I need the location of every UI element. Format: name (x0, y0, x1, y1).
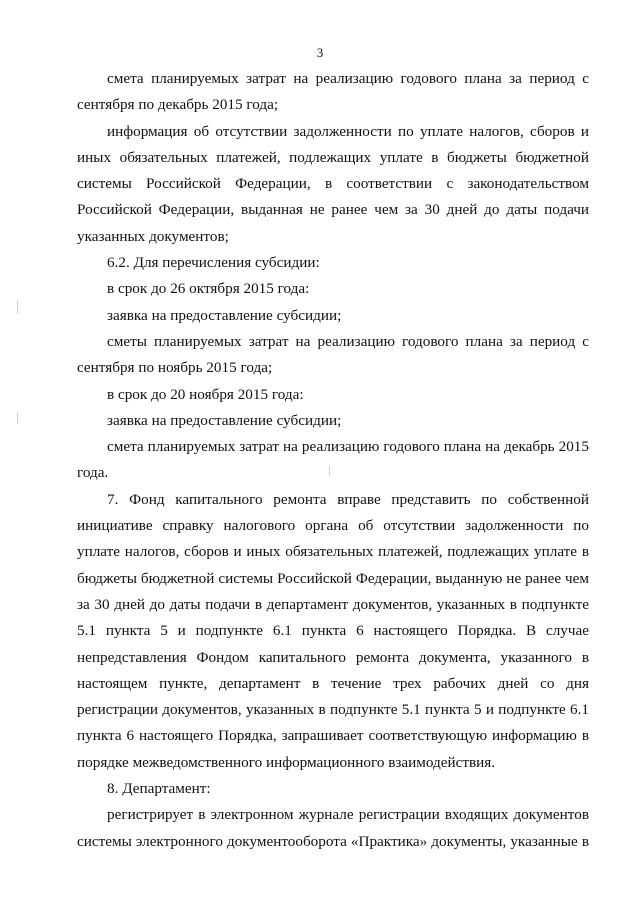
paragraph: смета планируемых затрат на реализацию годового плана за период с сентября по декабрь 2015 года; (77, 70, 589, 114)
paragraph: 6.2. Для перечисления субсидии: (107, 254, 320, 272)
document-body (77, 66, 589, 855)
page-number: 3 (316, 45, 324, 60)
scan-mark (17, 300, 18, 314)
paragraph: в срок до 26 октября 2015 года: (107, 280, 310, 298)
paragraph: 7. Фонд капитального ремонта вправе представить по собственной инициативе справку налогового органа об отсутствии задолженности по уплате налогов, сборов и иных обязательных платежей, подлежащих уплате в бюджеты бюджетной системы Российской Федерации, выданную не ранее чем за 30 дней до даты подачи в департамент документов, указанных в подпункте 5.1 пункта 5 и подпункте 6.1 пункта 6 настоящего Порядка. В случае непредставления Фондом капитального ремонта документа, указанного в настоящем пункте, департамент в течение трех рабочих дней со дня регистрации документов, указанных в подпункте 5.1 пункта 5 и подпункте 6.1 пункта 6 настоящего Порядка, запрашивает соответствующую информацию в порядке межведомственного информационного взаимодействия. (77, 490, 589, 771)
paragraph: в срок до 20 ноября 2015 года: (107, 385, 304, 403)
paragraph: заявка на предоставление субсидии; (107, 411, 342, 429)
paragraph: заявка на предоставление субсидии; (107, 306, 342, 324)
paragraph: информация об отсутствии задолженности по уплате налогов, сборов и иных обязательных платежей, подлежащих уплате в бюджеты бюджетной системы Российской Федерации, в соответствии с законодательством Российской Федерации, выданная не ранее чем за 30 дней до даты подачи указанных документов; (77, 122, 589, 245)
paragraph: регистрирует в электронном журнале регистрации входящих документов системы электронного документооборота «Практика» документы, указанные в (77, 806, 589, 850)
paragraph: смета планируемых затрат на реализацию годового плана на декабрь 2015 года. (77, 438, 589, 482)
paragraph: сметы планируемых затрат на реализацию годового плана за период с сентября по ноябрь 2015 года; (77, 332, 589, 377)
paragraph: 8. Департамент: (107, 780, 211, 798)
scan-mark (17, 412, 18, 424)
